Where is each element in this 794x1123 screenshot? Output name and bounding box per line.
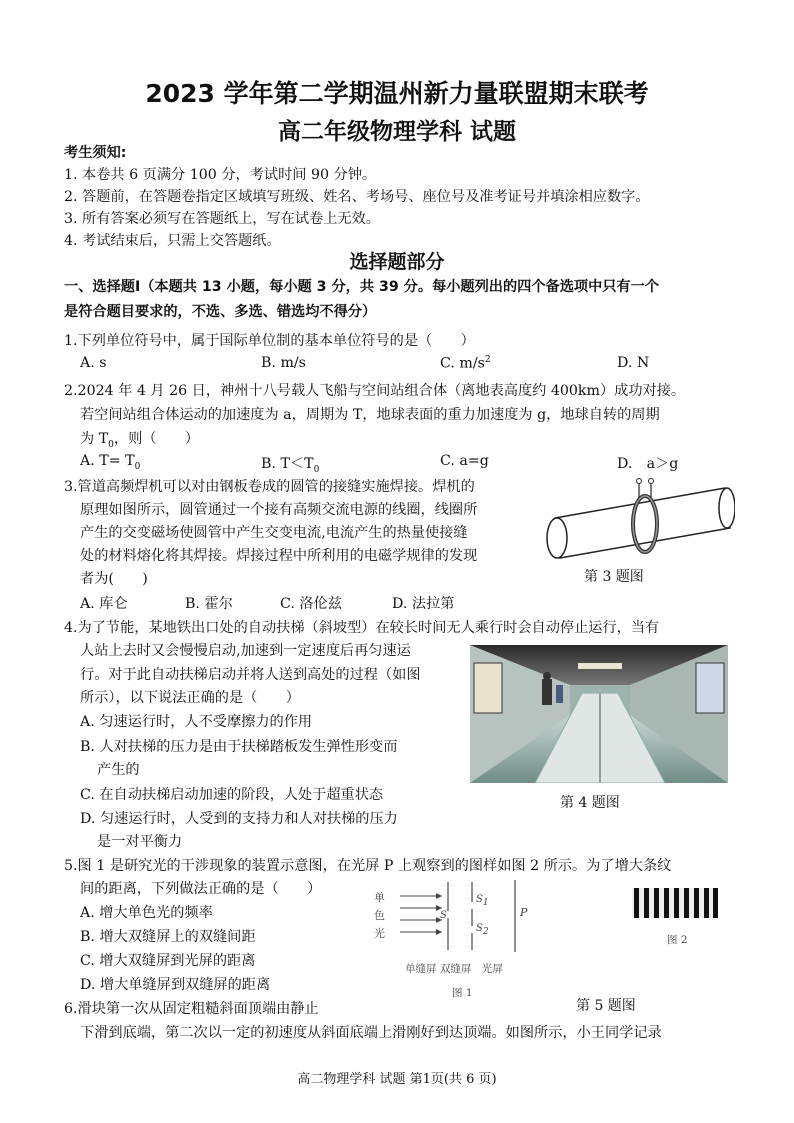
notice-item: 4. 考试结束后，只需上交答题纸。 bbox=[64, 233, 281, 249]
q2-stem-cont: 若空间站组合体运动的加速度为 a，周期为 T，地球表面的重力加速度为 g，地球自转的周期 bbox=[80, 407, 660, 423]
q5-label-s2: $S_2$ bbox=[476, 923, 489, 937]
q4-caption: 第 4 题图 bbox=[560, 795, 620, 811]
q2-stem-cont: 为 $T_0$，则（ ） bbox=[80, 431, 200, 450]
notice-item: 1. 本卷共 6 页满分 100 分，考试时间 90 分钟。 bbox=[64, 167, 377, 183]
q5-option-d: D. 增大单缝屏到双缝屏的距离 bbox=[80, 977, 271, 993]
q1-option-a: A. s bbox=[80, 355, 107, 371]
q3-pipe-coil-figure bbox=[535, 478, 735, 563]
q4-option-b: B. 人对扶梯的压力是由于扶梯踏板发生弹性形变而 bbox=[80, 739, 398, 755]
exam-title: 2023 学年第二学期温州新力量联盟期末联考 bbox=[145, 79, 649, 108]
q4-stem-cont: 行。对于此自动扶梯启动并将人送到高处的过程（如图 bbox=[80, 667, 421, 683]
q5-option-b: B. 增大双缝屏上的双缝间距 bbox=[80, 929, 256, 945]
q5-caption: 第 5 题图 bbox=[576, 998, 636, 1014]
q2-option-c: C. a=g bbox=[440, 453, 489, 469]
q4-option-b-cont: 产生的 bbox=[97, 762, 140, 778]
q5-stem: 5.图 1 是研究光的干涉现象的装置示意图，在光屏 P 上观察到的图样如图 2 所示。为了增大条纹 bbox=[64, 858, 672, 874]
q6-stem: 6.滑块第一次从固定粗糙斜面顶端由静止 bbox=[64, 1001, 319, 1017]
q5-option-a: A. 增大单色光的频率 bbox=[80, 905, 213, 921]
q3-caption: 第 3 题图 bbox=[584, 569, 644, 585]
q4-stem: 4.为了节能，某地铁出口处的自动扶梯（斜坡型）在较长时间无人乘行时会自动停止运行，当有 bbox=[64, 620, 660, 636]
q1-stem: 1.下列单位符号中，属于国际单位制的基本单位符号的是（ ） bbox=[64, 333, 475, 349]
q3-stem-cont: 原理如图所示，圆管通过一个接有高频交流电源的线圈，线圈所 bbox=[80, 502, 478, 518]
q5-label-p: P bbox=[520, 906, 528, 919]
q5-label-s: S bbox=[440, 910, 447, 921]
q3-stem: 3.管道高频焊机可以对由钢板卷成的圆管的接缝实施焊接。焊机的 bbox=[64, 479, 475, 495]
q4-stem-cont: 所示），以下说法正确的是（ ） bbox=[80, 690, 300, 706]
q4-option-d: D. 匀速运行时，人受到的支持力和人对扶梯的压力 bbox=[80, 811, 398, 827]
q2-option-d: D. a＞g bbox=[617, 456, 679, 472]
q4-escalator-photo bbox=[470, 645, 728, 783]
q3-stem-cont: 处的材料熔化将其焊接。焊接过程中所利用的电磁学规律的发现 bbox=[80, 548, 478, 564]
q5-light-label: 单 色 光 bbox=[374, 891, 385, 940]
part1-heading-cont: 是符合题目要求的，不选、多选、错选均不得分） bbox=[64, 304, 377, 320]
q5-label-s1: $S_1$ bbox=[476, 894, 489, 908]
q5-stem-cont: 间的距离，下列做法正确的是（ ） bbox=[80, 881, 322, 897]
q4-stem-cont: 人站上去时又会慢慢启动,加速到一定速度后再匀速运 bbox=[80, 643, 411, 659]
q1-option-d: D. N bbox=[617, 355, 650, 371]
q3-option-c: C. 洛伦兹 bbox=[280, 596, 342, 612]
q5-fig2-label: 图 2 bbox=[667, 934, 688, 946]
q1-option-b: B. m/s bbox=[261, 355, 306, 371]
q4-option-c: C. 在自动扶梯启动加速的阶段，人处于超重状态 bbox=[80, 787, 384, 803]
q2-stem: 2.2024 年 4 月 26 日，神州十八号载人飞船与空间站组合体（离地表高度约 400km）成功对接。 bbox=[64, 383, 686, 399]
q5-option-c: C. 增大双缝屏到光屏的距离 bbox=[80, 953, 256, 969]
notice-item: 2. 答题前，在答题卷指定区域填写班级、姓名、考场号、座位号及准考证号并填涂相应数字。 bbox=[64, 189, 650, 205]
notice-heading: 考生须知: bbox=[64, 145, 127, 161]
q3-stem-cont: 产生的交变磁场使圆管中产生交变电流,电流产生的热量使接缝 bbox=[80, 525, 468, 541]
part1-heading: 一、选择题Ⅰ（本题共 13 小题，每小题 3 分，共 39 分。每小题列出的四个备选项中只有一个 bbox=[64, 279, 660, 295]
notice-item: 3. 所有答案必须写在答题纸上，写在试卷上无效。 bbox=[64, 211, 380, 227]
q3-option-d: D. 法拉第 bbox=[392, 596, 455, 612]
q2-option-b: B. $T<T_0$ bbox=[261, 456, 320, 475]
q5-fringe-pattern bbox=[632, 888, 718, 918]
q4-option-d-cont: 是一对平衡力 bbox=[97, 834, 183, 850]
q2-option-a: A. $T= T_0$ bbox=[80, 453, 141, 472]
q5-fig1-label: 图 1 bbox=[452, 987, 473, 999]
page-footer: 高二物理学科 试题 第1页(共 6 页) bbox=[297, 1072, 497, 1087]
exam-subtitle: 高二年级物理学科 试题 bbox=[277, 119, 516, 145]
q5-screen-labels: 单缝屏 双缝屏 光屏 bbox=[405, 963, 503, 975]
q3-option-a: A. 库仑 bbox=[80, 596, 128, 612]
section-title: 选择题部分 bbox=[349, 251, 445, 273]
q3-stem-cont: 者为( ) bbox=[80, 571, 148, 587]
q1-option-c: C. $m/s^2$ bbox=[440, 355, 491, 372]
q6-stem-cont: 下滑到底端，第二次以一定的初速度从斜面底端上滑刚好到达顶端。如图所示，小王同学记录 bbox=[80, 1025, 662, 1041]
q4-option-a: A. 匀速运行时，人不受摩擦力的作用 bbox=[80, 714, 313, 730]
q3-option-b: B. 霍尔 bbox=[185, 596, 233, 612]
